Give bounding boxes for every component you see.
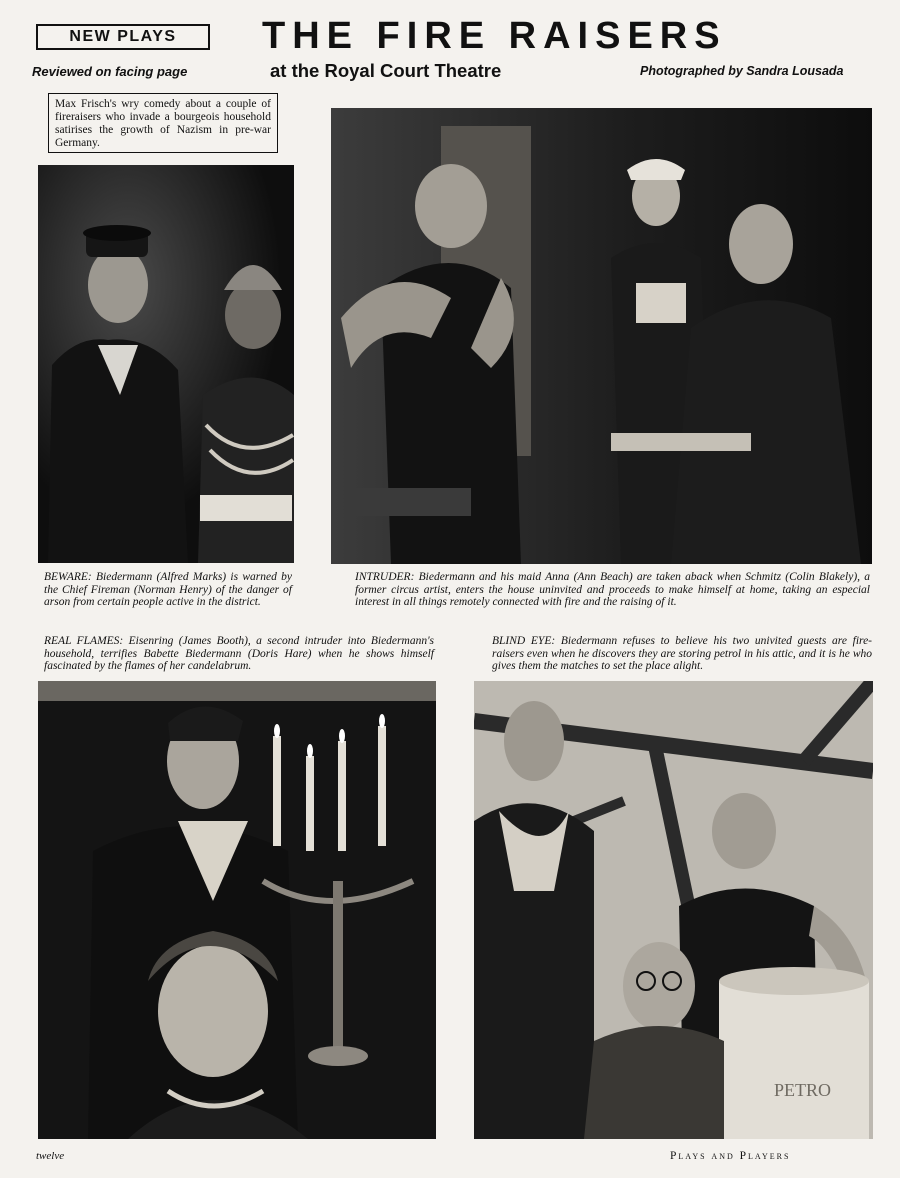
caption-beware: BEWARE: Biedermann (Alfred Marks) is warned by the Chief Fireman (Norman Henry) of the danger of arson from certain people active in the district.: [44, 571, 292, 608]
photo-blind-eye: [474, 681, 873, 1139]
photographer-credit: Photographed by Sandra Lousada: [640, 64, 844, 78]
magazine-name: Plays and Players: [670, 1150, 791, 1162]
caption-real-flames: REAL FLAMES: Eisenring (James Booth), a second intruder into Biedermann's household, terrifies Babette Biedermann (Doris Hare) when he shows himself fascinated by the flames of her candelabrum.: [44, 635, 434, 672]
section-label: NEW PLAYS: [36, 24, 210, 50]
photo-beware: [38, 165, 294, 563]
petrol-label: PETRO: [774, 1080, 832, 1100]
reviewed-note: Reviewed on facing page: [32, 64, 188, 79]
page-number: twelve: [36, 1150, 65, 1162]
caption-blind-eye: BLIND EYE: Biedermann refuses to believe his two univited guests are fire-raisers even when he discovers they are storing petrol in his attic, and it is he who gives them the matches to set the place alight.: [492, 635, 872, 672]
caption-intruder: INTRUDER: Biedermann and his maid Anna (Ann Beach) are taken aback when Schmitz (Colin Blakely), a former circus artist, enters the house uninvited and proceeds to make himself at home, taking an especial interest in all things remotely connected with fire and the raising of it.: [355, 571, 870, 608]
intro-box: Max Frisch's wry comedy about a couple of fireraisers who invade a bourgeois household satirises the growth of Nazism in pre-war Germany.: [48, 93, 278, 153]
photo-intruder: [331, 108, 872, 564]
photo-real-flames: [38, 681, 436, 1139]
page-subtitle: at the Royal Court Theatre: [270, 60, 502, 81]
page-title: THE FIRE RAISERS: [262, 15, 727, 57]
